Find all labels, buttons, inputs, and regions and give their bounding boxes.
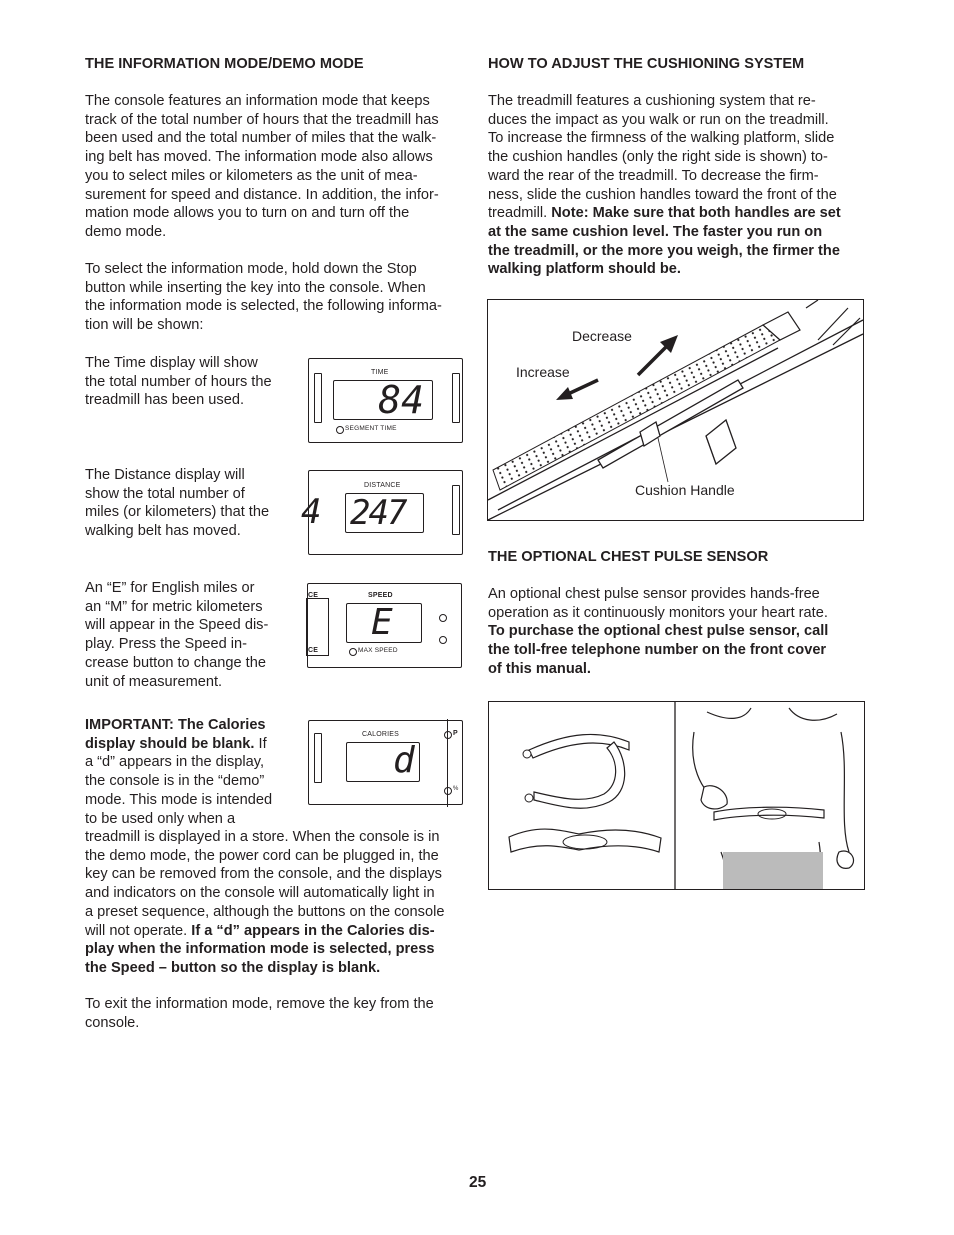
speed-indicator-light-icon <box>439 636 447 644</box>
exit-info-mode-text: To exit the information mode, remove the key from the console. <box>85 996 434 1031</box>
speed-display-text: An “E” for English miles or an “M” for metric kilometers will appear in the Speed dis- play. Press the Speed in- crease button to change the unit of measurement. <box>85 580 269 690</box>
info-mode-heading: THE INFORMATION MODE/DEMO MODE <box>85 56 364 72</box>
demo-mode-text: treadmill is displayed in a store. When the console is in the demo mode, the power cord can be plugged in, the key can be removed from the console, and the displays and indicators on the console will automatically light in a preset sequence, although the buttons on the console will not operate. If a “d” appears in the Calories dis- play when the information mode is selected, press the Speed – button so the display is blank. <box>85 829 445 976</box>
max-speed-indicator-icon <box>349 648 357 656</box>
speed-lcd <box>346 603 422 643</box>
calories-display-panel: CALORIES d P % <box>308 720 463 805</box>
distance-display-panel: 4 DISTANCE 247 <box>308 470 463 555</box>
calories-lcd <box>346 742 420 782</box>
select-info-mode-text: To select the information mode, hold down the Stop button while inserting the key into the console. When the information mode is selected, the following informa- tion will be shown: <box>85 261 442 334</box>
calories-important-text: IMPORTANT: The Calories display should be blank. If a “d” appears in the display, the console is in the “demo” mode. This mode is intended to be used only when a <box>85 717 273 827</box>
cushion-handle-label: Cushion Handle <box>635 482 735 498</box>
segment-time-indicator-icon <box>336 426 344 434</box>
chest-pulse-text: An optional chest pulse sensor provides hands-free operation as it continuously monitors your heart rate. To purchase the optional chest pulse sensor, call the toll-free telephone number on the front cover of this manual. <box>488 586 829 677</box>
info-mode-intro: The console features an information mode that keeps track of the total number of hours that the treadmill has been used and the total number of miles that the walk- ing belt has moved. The information mode also allows you to select miles or kilometers as the unit of mea- surement for speed and distance. In addition, the infor- mation mode allows you to turn on and turn off the demo mode. <box>85 93 439 240</box>
cushioning-heading: HOW TO ADJUST THE CUSHIONING SYSTEM <box>488 56 805 72</box>
calories-value: d <box>393 740 415 781</box>
speed-value: E <box>371 602 393 643</box>
distance-display-text: The Distance display will show the total number of miles (or kilometers) that the walking belt has moved. <box>85 467 270 540</box>
distance-label: DISTANCE <box>364 482 401 489</box>
time-lcd <box>333 380 433 420</box>
page-number: 25 <box>469 1174 487 1191</box>
cushion-handle-figure <box>487 299 864 521</box>
cushioning-text: The treadmill features a cushioning system that re- duces the impact as you walk or run on the treadmill. To increase the firmness of the walking platform, slide the cushion handles (only the right side is shown) to- ward the rear of the treadmill. To decrease the firm- ness, slide the cushion handles toward the front of the treadmill. Note: Make sure that both handles are set at the same cushion level. The faster you run on the treadmill, or the more you weigh, the firmer the walking platform should be. <box>488 93 841 278</box>
max-speed-label: MAX SPEED <box>358 647 398 654</box>
time-display-panel <box>308 358 463 443</box>
distance-value: 247 <box>350 493 406 533</box>
chest-pulse-heading: THE OPTIONAL CHEST PULSE SENSOR <box>488 549 769 565</box>
calories-label: CALORIES <box>362 731 399 738</box>
chest-strap-illustration <box>489 702 864 889</box>
decrease-label: Decrease <box>572 328 632 344</box>
speed-indicator-light-icon <box>439 614 447 622</box>
time-label: TIME <box>371 369 389 376</box>
time-display-text: The Time display will show the total number of hours the treadmill has been used. <box>85 355 272 409</box>
speed-display-panel: CE CE SPEED E MAX SPEED <box>307 583 462 668</box>
distance-lcd <box>345 493 424 533</box>
speed-label: SPEED <box>368 592 393 599</box>
segment-time-label: SEGMENT TIME <box>345 425 397 432</box>
chest-pulse-sensor-figure <box>488 701 865 890</box>
time-value: 84 <box>378 378 424 422</box>
increase-label: Increase <box>516 364 570 380</box>
